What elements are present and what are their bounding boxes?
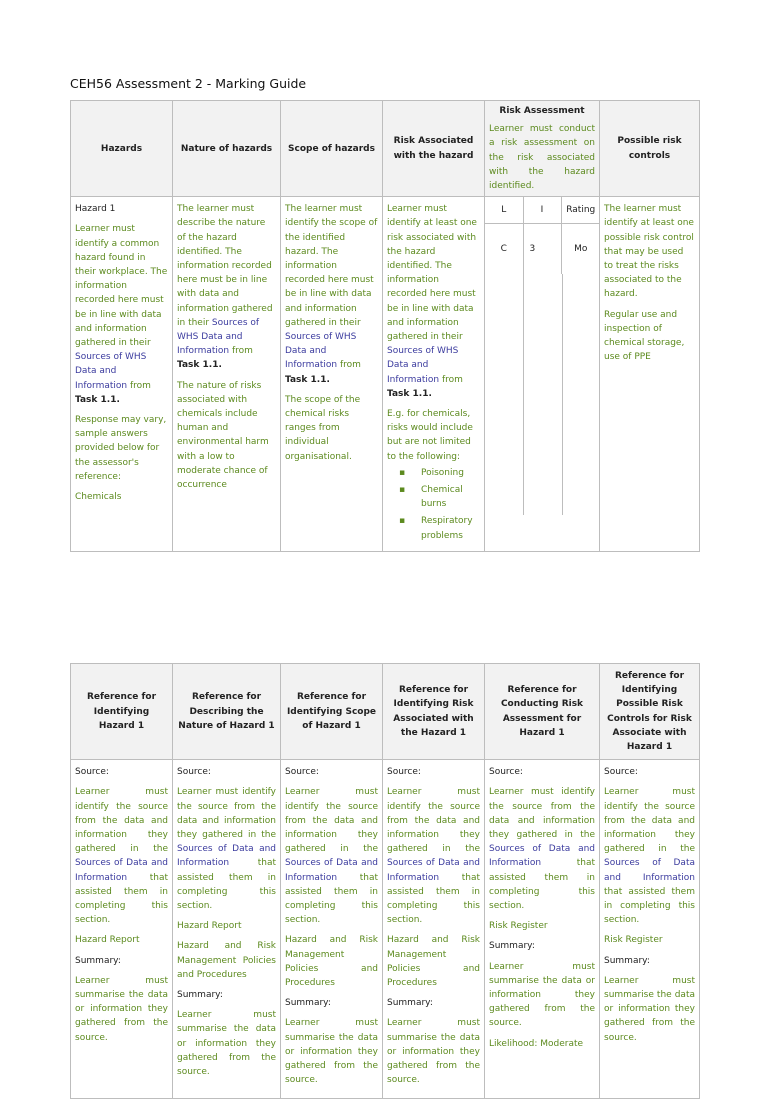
risk-matrix — [485, 197, 600, 274]
ref-cell-scope — [281, 760, 383, 1099]
header-risk-assessment — [485, 101, 600, 197]
risk-assessment-title: Risk Assessment — [499, 106, 585, 116]
ref-cell-nature — [173, 760, 281, 1099]
reference-table — [70, 663, 700, 1099]
ref-header: Reference for Identifying Scope of Hazard 1 — [281, 664, 383, 760]
ra-label-l: L — [485, 197, 523, 224]
ref-header: Reference for Identifying Possible Risk Controls for Risk Associate with Hazard 1 — [600, 664, 700, 760]
risk-example: E.g. for chemicals, risks would include but are not limited to the following: — [387, 409, 473, 462]
ra-value-rating: Mo — [574, 244, 588, 255]
summary-label: Summary: — [604, 955, 650, 966]
header-hazards: Hazards — [71, 101, 173, 197]
source-document: Hazard and Risk Management Policies and Procedures — [387, 935, 480, 989]
nature-instructions: The learner must describe the nature of the hazard identified. The information recorded here must be in line with data and information gathered in their Sources of WHS Data and Information from Task 1.1. — [177, 204, 273, 371]
controls-cell — [600, 197, 700, 552]
risk-item: ▪ Poisoning — [417, 466, 480, 480]
source-label: Source: — [285, 767, 319, 778]
controls-instructions: The learner must identify at least one possible risk control that may be used to treat the risks associated to the hazard. — [604, 204, 694, 300]
ref-header: Reference for Identifying Risk Associated with the Hazard 1 — [383, 664, 485, 760]
risk-cell — [383, 197, 485, 552]
header-nature: Nature of hazards — [173, 101, 281, 197]
source-document: Risk Register — [489, 921, 548, 932]
ref-cell-controls — [600, 760, 700, 1099]
summary-label: Summary: — [177, 990, 223, 1001]
summary-instructions: Learner must summarise the data or information they gathered from the source. — [75, 975, 168, 1043]
source-document: Hazard Report — [177, 921, 242, 932]
summary-label: Summary: — [75, 955, 121, 966]
source-label: Source: — [387, 767, 421, 778]
controls-example: Regular use and inspection of chemical storage, use of PPE — [604, 309, 685, 363]
risk-instructions: Learner must identify at least one risk associated with the hazard identified. The information recorded here must be in line with data and information gathered in their Sources of WHS Data and Information from Task 1.1. — [387, 204, 477, 399]
likelihood-text: Likelihood: Moderate — [489, 1038, 584, 1049]
ref-cell-hazard — [71, 760, 173, 1099]
scope-cell — [281, 197, 383, 552]
source-document: Hazard Report — [75, 935, 140, 946]
risk-item: ▪ Respiratory problems — [417, 514, 480, 542]
source-label: Source: — [604, 767, 638, 778]
source-instructions: Learner must identify the source from the data and information they gathered in the Sources of Data and Information that assisted them in completing this section. — [75, 787, 168, 926]
hazard-table — [70, 100, 700, 552]
hazard-instructions: Learner must identify a common hazard found in their workplace. The information recorded here must be in line with data and information gathered in their Sources of WHS Data and Information from Task 1.1. — [75, 224, 168, 405]
hazard-example: Chemicals — [75, 492, 122, 503]
summary-label: Summary: — [285, 998, 331, 1009]
risk-assessment-cell — [485, 197, 600, 552]
source-document: Risk Register — [604, 935, 663, 946]
summary-instructions: Learner must summarise the data or information they gathered from the source. — [604, 975, 695, 1043]
ref-cell-assessment — [485, 760, 600, 1099]
hazards-cell — [71, 197, 173, 552]
source-document: Hazard and Risk Management Policies and Procedures — [177, 941, 276, 980]
scope-instructions: The learner must identify the scope of the identified hazard. The information recorded here must be in line with data and information gathered in their Sources of WHS Data and Information from Task 1.1. — [285, 204, 378, 385]
hazard-label: Hazard 1 — [75, 204, 116, 215]
source-document: Hazard and Risk Management Policies and Procedures — [285, 935, 378, 989]
nature-example: The nature of risks associated with chemicals include human and environmental harm with a low to moderate chance of occurrence — [177, 380, 269, 491]
ref-header: Reference for Conducting Risk Assessment for Hazard 1 — [485, 664, 600, 760]
header-risk: Risk Associated with the hazard — [383, 101, 485, 197]
ra-label-rating: Rating — [561, 197, 600, 224]
summary-label: Summary: — [489, 941, 535, 952]
ra-value-i: 3 — [523, 224, 561, 275]
ra-columns — [485, 274, 599, 515]
ra-value-l: C — [485, 224, 523, 275]
source-instructions: Learner must identify the source from the data and information they gathered in the Sources of Data and Information that assisted them in completing this section. — [604, 787, 695, 926]
summary-instructions: Learner must summarise the data or information they gathered from the source. — [387, 1018, 480, 1086]
ref-header: Reference for Describing the Nature of Hazard 1 — [173, 664, 281, 760]
summary-instructions: Learner must summarise the data or information they gathered from the source. — [285, 1018, 378, 1086]
header-scope: Scope of hazards — [281, 101, 383, 197]
hazard-response-note: Response may vary, sample answers provided below for the assessor's reference: — [75, 415, 167, 482]
summary-label: Summary: — [387, 998, 433, 1009]
ref-cell-risk — [383, 760, 485, 1099]
scope-example: The scope of the chemical risks ranges from individual organisational. — [285, 394, 361, 462]
ref-header: Reference for Identifying Hazard 1 — [71, 664, 173, 760]
page-title: CEH56 Assessment 2 - Marking Guide — [70, 76, 307, 91]
source-instructions: Learner must identify the source from the data and information they gathered in the Sources of Data and Information that assisted them in completing this section. — [387, 787, 480, 926]
source-label: Source: — [489, 767, 523, 778]
risk-list — [387, 466, 480, 543]
risk-assessment-note: Learner must conduct a risk assessment on the risk associated with the hazard identified. — [489, 124, 595, 192]
ra-label-i: I — [523, 197, 561, 224]
summary-instructions: Learner must summarise the data or information they gathered from the source. — [489, 961, 595, 1029]
risk-item: ▪ Chemical burns — [417, 483, 480, 511]
nature-cell — [173, 197, 281, 552]
source-instructions: Learner must identify the source from the data and information they gathered in the Sources of Data and Information that assisted them in completing this section. — [177, 787, 276, 912]
header-controls: Possible risk controls — [600, 101, 700, 197]
source-instructions: Learner must identify the source from the data and information they gathered in the Sources of Data and Information that assisted them in completing this section. — [285, 787, 378, 926]
source-label: Source: — [177, 767, 211, 778]
summary-instructions: Learner must summarise the data or information they gathered from the source. — [177, 1010, 276, 1078]
source-label: Source: — [75, 767, 109, 778]
source-instructions: Learner must identify the source from the data and information they gathered in the Sources of Data and Information that assisted them in completing this section. — [489, 787, 595, 912]
